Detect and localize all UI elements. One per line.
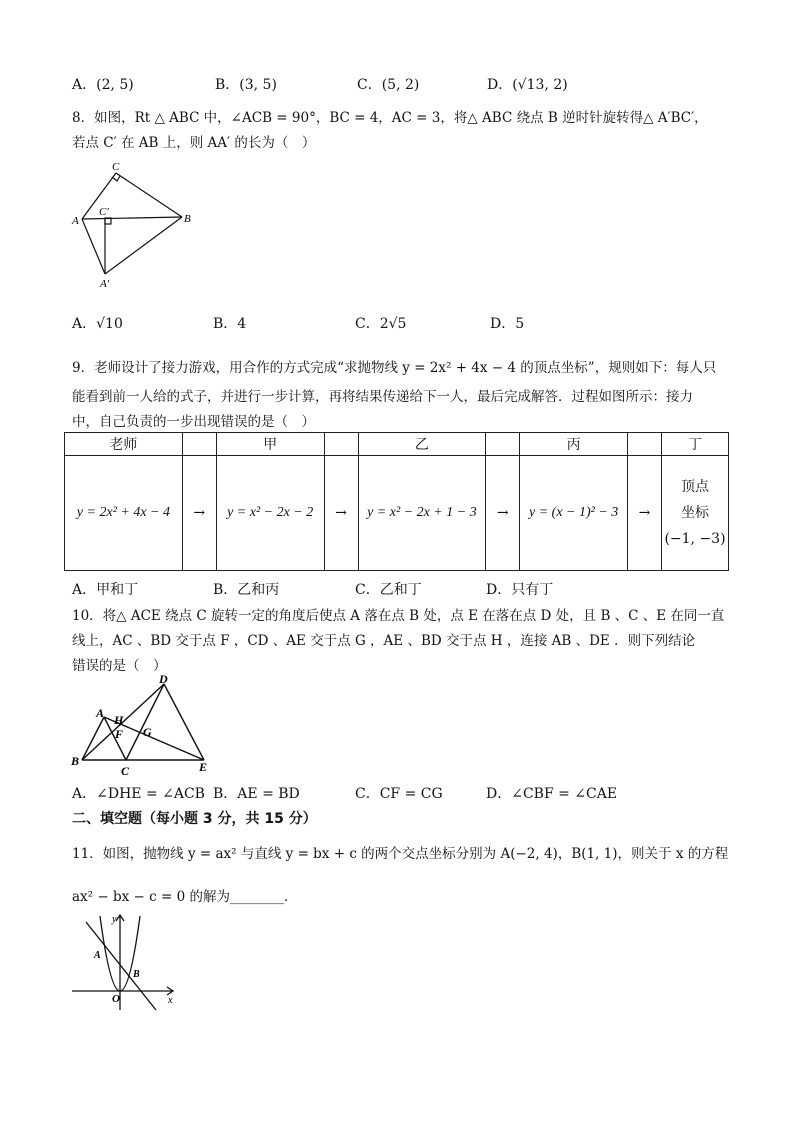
q9-option-d: D．只有丁: [486, 582, 554, 598]
q8-label-c-prime: C′: [99, 206, 109, 218]
q7-option-a: A．(2, 5): [72, 77, 134, 93]
q10-label-h: H: [114, 713, 124, 727]
q9-header-ding: 丁: [662, 433, 729, 456]
q9-header-gap: [324, 433, 358, 456]
q11-label-o: O: [112, 993, 120, 1005]
q9-header-teacher: 老师: [65, 433, 183, 456]
q10-label-a: A: [96, 706, 105, 720]
q10-label-e: E: [199, 760, 208, 774]
section-title: 二、填空题（每小题 3 分，共 15 分）: [72, 811, 317, 827]
q9-arrow: →: [324, 456, 358, 571]
q10-option-c: C．CF = CG: [355, 786, 443, 802]
q11-figure: [68, 912, 180, 1014]
q7-option-b: B．(3, 5): [215, 77, 277, 93]
q8-label-a-prime: A′: [100, 278, 110, 290]
q9-stem-line3: 中，自己负责的一步出现错误的是（ ）: [72, 414, 315, 430]
q9-stem-line1: 9．老师设计了接力游戏，用合作的方式完成“求抛物线 y = 2x² + 4x − 4 的顶点坐标”，规则如下：每人只: [72, 360, 717, 376]
q9-cell-ding: [662, 456, 729, 571]
q9-header-yi: 乙: [358, 433, 486, 456]
q11-stem-line2: ax² − bx − c = 0 的解为________．: [72, 889, 298, 905]
q10-label-b: B: [71, 754, 80, 768]
q9-cell-jia: y = x² − 2x − 2: [216, 456, 324, 571]
q8-label-a: A: [72, 215, 79, 227]
q11-label-b: B: [133, 969, 140, 980]
q10-figure: [68, 672, 218, 780]
q10-label-f: F: [115, 727, 124, 741]
q11-label-x: x: [168, 995, 173, 1006]
q8-figure: [70, 158, 200, 290]
q9-header-jia: 甲: [216, 433, 324, 456]
q10-label-g: G: [143, 725, 152, 739]
q9-arrow: →: [628, 456, 662, 571]
q9-header-gap: [182, 433, 216, 456]
q9-ding-line2: 坐标: [681, 505, 709, 521]
q9-option-a: A．甲和丁: [72, 582, 139, 598]
q9-arrow: →: [182, 456, 216, 571]
q8-option-a: A．√10: [72, 316, 123, 332]
q10-stem-line2: 线上，AC 、BD 交于点 F ，CD 、AE 交于点 G ，AE 、BD 交于点 H ，连接 AB 、DE ．则下列结论: [72, 633, 696, 649]
q9-cell-yi: y = x² − 2x + 1 − 3: [358, 456, 486, 571]
q8-stem-line2: 若点 C′ 在 AB 上，则 AA′ 的长为（ ）: [72, 135, 316, 151]
q9-relay-table: [64, 432, 729, 571]
q9-cell-bing: y = (x − 1)² − 3: [520, 456, 628, 571]
q11-label-a: A: [94, 950, 101, 961]
q8-option-d: D．5: [490, 316, 525, 332]
q9-header-gap: [486, 433, 520, 456]
q11-stem-line1: 11．如图，抛物线 y = ax² 与直线 y = bx + c 的两个交点坐标分别为 A(−2, 4)，B(1, 1)，则关于 x 的方程: [72, 846, 729, 862]
q7-option-d: D．(√13, 2): [487, 77, 568, 93]
q8-stem-line1: 8．如图，Rt △ ABC 中，∠ACB = 90°，BC = 4，AC = 3，将△ ABC 绕点 B 逆时针旋转得△ A′BC′，: [72, 110, 708, 126]
q9-header-gap: [628, 433, 662, 456]
q9-ding-line3: (−1, −3): [664, 531, 726, 547]
q10-stem-line3: 错误的是（ ）: [72, 658, 167, 674]
q9-cell-teacher: y = 2x² + 4x − 4: [65, 456, 183, 571]
q9-option-b: B．乙和丙: [213, 582, 280, 598]
q8-option-c: C．2√5: [355, 316, 407, 332]
q10-label-c: C: [121, 764, 130, 778]
q10-label-d: D: [159, 672, 168, 686]
q11-label-y: y: [112, 914, 117, 925]
q10-stem-line1: 10．将△ ACE 绕点 C 旋转一定的角度后使点 A 落在点 B 处，点 E 在落在点 D 处，且 B 、C 、E 在同一直: [72, 608, 725, 624]
q9-option-c: C．乙和丁: [355, 582, 422, 598]
q9-stem-line2: 能看到前一人给的式子，并进行一步计算，再将结果传递给下一人，最后完成解答．过程如图所示：接力: [72, 389, 693, 405]
q9-header-bing: 丙: [520, 433, 628, 456]
q8-option-b: B．4: [213, 316, 247, 332]
q10-option-d: D．∠CBF = ∠CAE: [486, 786, 618, 802]
q9-arrow: →: [486, 456, 520, 571]
q8-label-b: B: [184, 213, 191, 225]
q9-ding-line1: 顶点: [681, 479, 709, 495]
q10-option-a: A．∠DHE = ∠ACB: [72, 786, 205, 802]
q7-option-c: C．(5, 2): [357, 77, 420, 93]
q8-label-c: C: [112, 161, 120, 173]
q10-option-b: B．AE = BD: [213, 786, 300, 802]
